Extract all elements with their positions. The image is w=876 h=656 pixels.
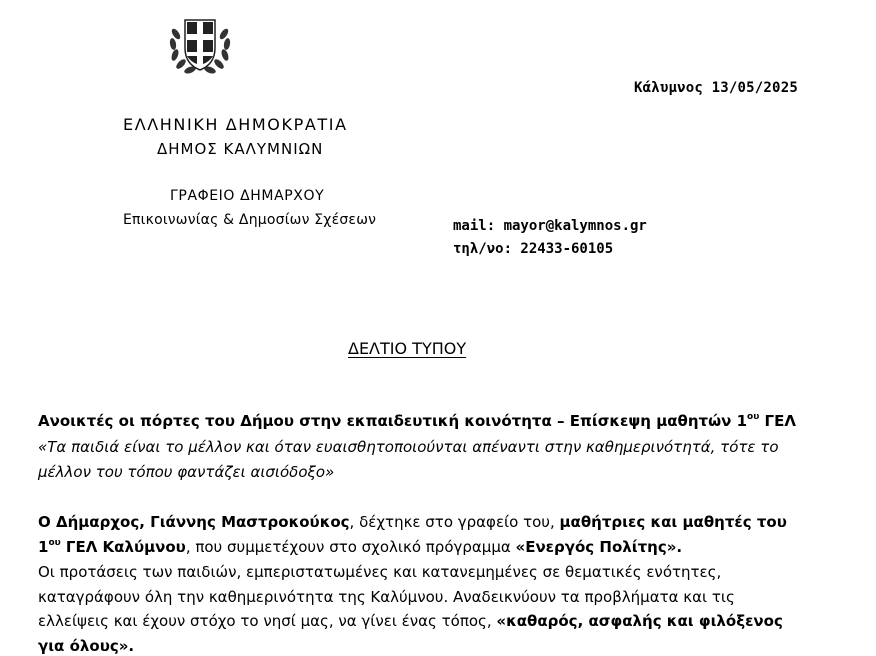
document-date: Κάλυμνος 13/05/2025 [634, 80, 798, 96]
students-bold: μαθήτριες και μαθητές του [559, 513, 787, 531]
headline-text: Ανοικτές οι πόρτες του Δήμου στην εκπαιδευτική κοινότητα – Επίσκεψη μαθητών 1 [38, 412, 748, 430]
republic-heading: ΕΛΛΗΝΙΚΗ ΔΗΜΟΚΡΑΤΙΑ [123, 115, 348, 134]
contact-email: mail: mayor@kalymnos.gr [453, 218, 647, 234]
headline [38, 412, 796, 430]
body-line-5 [38, 612, 783, 630]
body-line-2 [38, 538, 682, 556]
document-title: ΔΕΛΤΙΟ ΤΥΠΟΥ [348, 339, 467, 358]
school-number: 1 [38, 538, 49, 556]
quote-line-2: μέλλον του τόπου φαντάζει αισιόδοξο» [38, 463, 335, 481]
body-line-6: για όλους». [38, 637, 135, 655]
body-line-4: καταγράφουν όλη την καθημερινότητα της Καλύμνου. Αναδεικνύουν τα προβλήματα και τις [38, 588, 735, 606]
body-line-3: Οι προτάσεις των παιδιών, εμπεριστατωμένες και κατανεμημένες σε θεματικές ενότητες, [38, 563, 722, 581]
contact-phone: τηλ/νο: 22433-60105 [453, 241, 614, 257]
school-sup: ου [48, 538, 61, 548]
place-quote-bold: «καθαρός, ασφαλής και φιλόξενος [496, 612, 783, 630]
school-name: ΓΕΛ Καλύμνου [60, 538, 186, 556]
office-heading: ΓΡΑΦΕΙΟ ΔΗΜΑΡΧΟΥ [170, 188, 325, 204]
municipality-heading: ΔΗΜΟΣ ΚΑΛΥΜΝΙΩΝ [157, 140, 324, 158]
program-name: «Ενεργός Πολίτης». [515, 538, 683, 556]
body-text: ελλείψεις και έχουν στόχο το νησί μας, να γίνει ένας τόπος, [38, 612, 497, 630]
headline-end: ΓΕΛ [759, 412, 796, 430]
body-line-1 [38, 513, 787, 531]
headline-sup: ου [747, 412, 760, 422]
body-text: , που συμμετέχουν στο σχολικό πρόγραμμα [185, 538, 516, 556]
body-text: , δέχτηκε στο γραφείο του, [349, 513, 560, 531]
quote-line-1: «Τα παιδιά είναι το μέλλον και όταν ευαισθητοποιούνται απέναντι στην καθημερινότητά, τότε το [38, 438, 779, 456]
coat-of-arms-emblem [166, 12, 234, 80]
mayor-name: Ο Δήμαρχος, Γιάννης Μαστροκούκος [38, 513, 350, 531]
department-heading: Επικοινωνίας & Δημοσίων Σχέσεων [123, 212, 377, 228]
